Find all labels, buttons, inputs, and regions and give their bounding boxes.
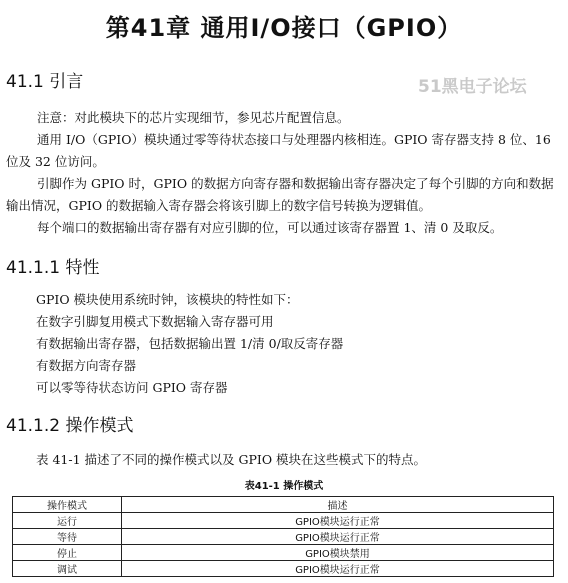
- column-header-mode: 操作模式: [13, 497, 122, 513]
- mode-cell: 等待: [13, 529, 122, 545]
- chapter-title: 第41章 通用I/O接口（GPIO）: [105, 14, 463, 42]
- table-row: [13, 513, 554, 529]
- features-intro: GPIO 模块使用系统时钟，该模块的特性如下：: [36, 292, 299, 307]
- operating-modes-table: [12, 496, 554, 577]
- table-caption: 表41-1 操作模式: [244, 481, 324, 492]
- intro-paragraph-interface: 通用 I/O（GPIO）模块通过零等待状态接口与处理器内核相连。GPIO 寄存器支持 8 位、16 位及 32 位访问。: [6, 132, 551, 169]
- table-row: [13, 529, 554, 545]
- table-header-row: [13, 497, 554, 513]
- table-row: [13, 545, 554, 561]
- feature-item: 有数据方向寄存器: [36, 358, 137, 373]
- description-cell: GPIO模块运行正常: [122, 513, 554, 529]
- mode-cell: 停止: [13, 545, 122, 561]
- description-cell: GPIO模块运行正常: [122, 561, 554, 577]
- mode-cell: 运行: [13, 513, 122, 529]
- watermark-logo: 51黑电子论坛: [418, 77, 527, 97]
- intro-paragraph-note: 注意：对此模块下的芯片实现细节，参见芯片配置信息。: [37, 110, 350, 125]
- section-heading-intro: 41.1 引言: [6, 72, 84, 92]
- feature-item: 在数字引脚复用模式下数据输入寄存器可用: [36, 314, 274, 329]
- description-cell: GPIO模块禁用: [122, 545, 554, 561]
- table-row: [13, 561, 554, 577]
- feature-item: 有数据输出寄存器，包括数据输出置 1/清 0/取反寄存器: [36, 336, 344, 351]
- intro-paragraph-output: 每个端口的数据输出寄存器有对应引脚的位，可以通过该寄存器置 1、清 0 及取反。: [37, 220, 503, 235]
- section-heading-modes: 41.1.2 操作模式: [6, 416, 134, 436]
- column-header-description: 描述: [122, 497, 554, 513]
- description-cell: GPIO模块运行正常: [122, 529, 554, 545]
- mode-cell: 调试: [13, 561, 122, 577]
- feature-item: 可以零等待状态访问 GPIO 寄存器: [36, 380, 228, 395]
- modes-intro: 表 41-1 描述了不同的操作模式以及 GPIO 模块在这些模式下的特点。: [36, 452, 427, 467]
- intro-paragraph-direction: 引脚作为 GPIO 时，GPIO 的数据方向寄存器和数据输出寄存器决定了每个引脚的方向和数据输出情况，GPIO 的数据输入寄存器会将该引脚上的数字信号转换为逻辑值。: [6, 176, 554, 213]
- section-heading-features: 41.1.1 特性: [6, 258, 100, 278]
